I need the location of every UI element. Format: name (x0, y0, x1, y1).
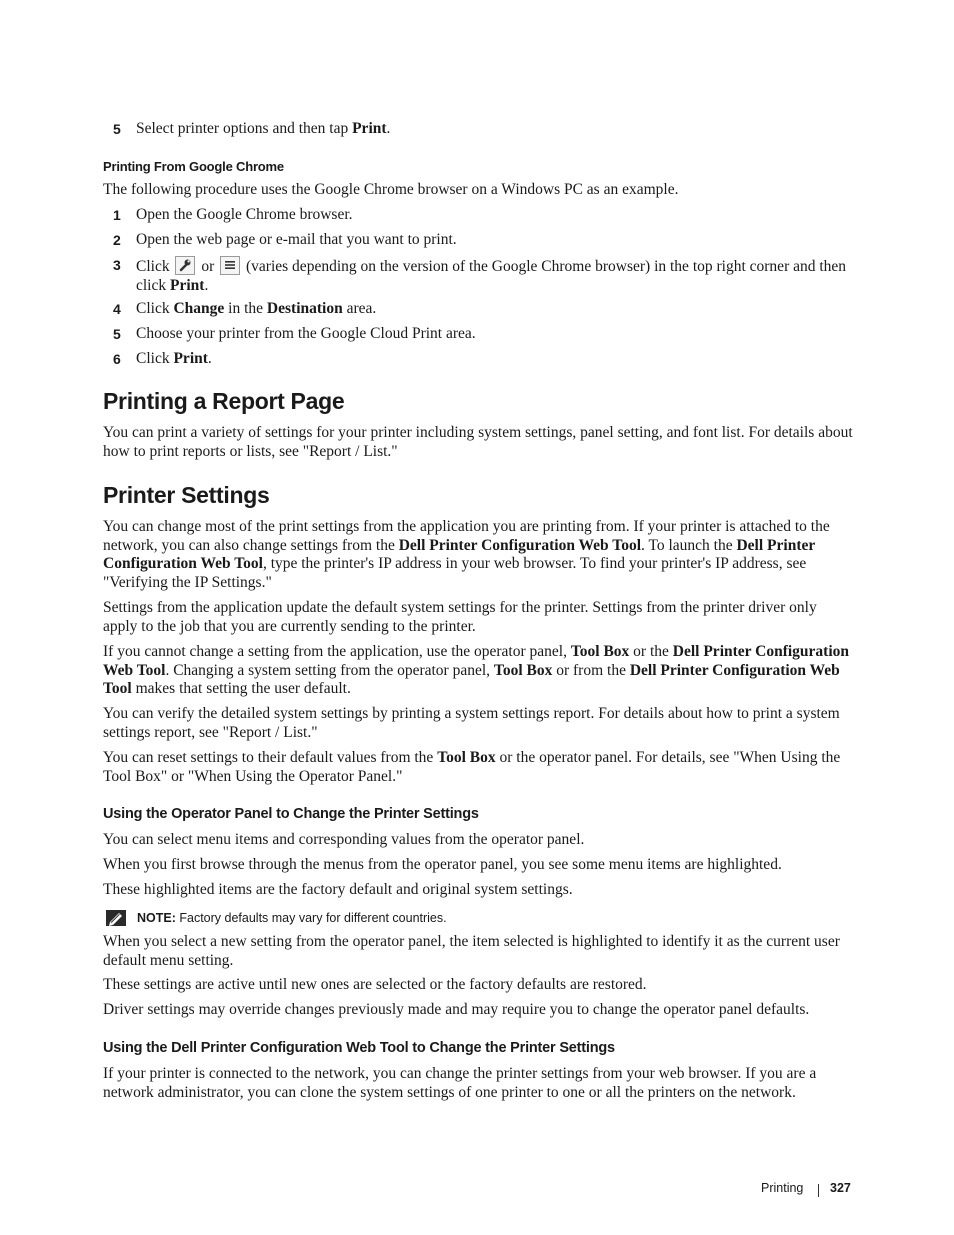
bold-term: Print (352, 120, 387, 137)
note-pencil-icon (105, 909, 127, 932)
footer-section: Printing (761, 1181, 804, 1195)
text-run: . To launch the (641, 536, 737, 554)
text-run: You can change most of the print settings from the application you are printing from. If your printer is attached to the network, you can also change settings from the (103, 518, 830, 554)
text-run: area. (342, 300, 377, 317)
text-run: or the operator panel. For details, see "When Using the Tool Box" or "When Using the Operator Panel." (103, 749, 841, 785)
bold-term: Dell Printer Configuration Web Tool (103, 661, 840, 698)
step-number: 4 (113, 301, 121, 317)
step-text (136, 206, 853, 225)
text-run: . (207, 350, 212, 367)
operator-paragraph-4: When you select a new setting from the operator panel, the item selected is highlighted to identify it as the current user default menu setting. (103, 933, 840, 969)
bold-term: Print (170, 276, 205, 294)
settings-paragraph-3 (103, 643, 853, 699)
text-run: or from the (552, 661, 630, 679)
bold-term: Tool Box (570, 643, 630, 660)
text-run: or the (629, 643, 673, 660)
text-run: Open the web page or e-mail that you want to print. (136, 231, 457, 248)
text-run: You can reset settings to their default values from the (103, 749, 438, 766)
bold-term: Dell Printer Configuration Web Tool (103, 536, 815, 573)
text-run: . (204, 276, 209, 294)
text-run: Settings from the application update the default system settings for the printer. Settings from the printer driver only apply to the job that you are currently sending to the printer. (103, 599, 817, 635)
step-number: 1 (113, 207, 121, 223)
text-run: If you cannot change a setting from the application, use the operator panel, (103, 643, 571, 660)
step-text (136, 120, 853, 139)
note (137, 909, 447, 927)
step-number: 5 (113, 121, 121, 137)
text-run: in the (224, 300, 267, 317)
text-run: makes that setting the user default. (131, 680, 351, 698)
bold-term: Destination (266, 300, 343, 317)
operator-paragraph-3: These highlighted items are the factory default and original system settings. (103, 881, 573, 898)
text-run: Select printer options and then tap (136, 120, 353, 137)
web-tool-paragraph: If your printer is connected to the network, you can change the printer settings from your web browser. If you are a network administrator, you can clone the system settings of one printer to one or all the printers on the network. (103, 1065, 817, 1101)
step-number: 3 (113, 257, 121, 273)
chrome-intro: The following procedure uses the Google Chrome browser on a Windows PC as an example. (103, 181, 679, 198)
bold-term: Change (173, 300, 225, 317)
operator-paragraph-6: Driver settings may override changes previously made and may require you to change the operator panel defaults. (103, 1001, 810, 1018)
text-run: Choose your printer from the Google Cloud Print area. (136, 325, 476, 342)
text-run: (varies depending on the version of the Google Chrome browser) in the top right corner and then click (136, 258, 847, 294)
text-run: , type the printer's IP address in your web browser. To find your printer's IP address, see "Verifying the IP Settings." (103, 555, 807, 591)
step-text (136, 350, 853, 369)
settings-paragraph-5 (103, 749, 853, 786)
text-run: Open the Google Chrome browser. (136, 206, 353, 223)
step-number: 5 (113, 326, 121, 342)
note-label: NOTE: (137, 911, 176, 925)
report-paragraph: You can print a variety of settings for your printer including system settings, panel setting, and font list. For details about how to print reports or lists, see "Report / List." (103, 424, 853, 460)
chrome-heading: Printing From Google Chrome (103, 159, 284, 174)
text-run: You can verify the detailed system settings by printing a system settings report. For details about how to print a system settings report, see "Report / List." (103, 705, 840, 741)
text-run: Click (136, 350, 174, 367)
text-run: Click (136, 258, 174, 275)
operator-paragraph-1: You can select menu items and corresponding values from the operator panel. (103, 831, 585, 848)
text-run: or (197, 258, 219, 275)
operator-paragraph-5: These settings are active until new ones are selected or the factory defaults are restored. (103, 976, 647, 993)
step-text (136, 300, 853, 319)
bold-term: Dell Printer Configuration Web Tool (398, 536, 641, 554)
settings-heading: Printer Settings (103, 482, 270, 508)
page-number: 327 (830, 1181, 851, 1195)
text-run: . (386, 120, 391, 137)
menu-icon (220, 256, 240, 275)
text-run: Click (136, 300, 174, 317)
operator-panel-heading: Using the Operator Panel to Change the Printer Settings (103, 806, 479, 822)
settings-paragraph-4 (103, 705, 853, 742)
bold-term: Tool Box (437, 749, 496, 766)
step-text (136, 256, 853, 295)
operator-paragraph-2: When you first browse through the menus from the operator panel, you see some menu items are highlighted. (103, 856, 782, 873)
step-number: 6 (113, 351, 121, 367)
footer-divider (818, 1184, 819, 1197)
step-text (136, 231, 853, 250)
wrench-icon (175, 256, 195, 275)
step-number: 2 (113, 232, 121, 248)
text-run: . Changing a system setting from the operator panel, (165, 661, 494, 679)
settings-paragraph-1 (103, 518, 853, 592)
bold-term: Tool Box (493, 661, 553, 679)
settings-paragraph-2 (103, 599, 853, 636)
bold-term: Print (173, 350, 208, 367)
report-heading: Printing a Report Page (103, 388, 345, 414)
note-text: Factory defaults may vary for different countries. (175, 911, 447, 925)
web-tool-heading: Using the Dell Printer Configuration Web Tool to Change the Printer Settings (103, 1040, 615, 1056)
bold-term: Dell Printer Configuration Web Tool (103, 643, 850, 679)
step-text (136, 325, 853, 344)
